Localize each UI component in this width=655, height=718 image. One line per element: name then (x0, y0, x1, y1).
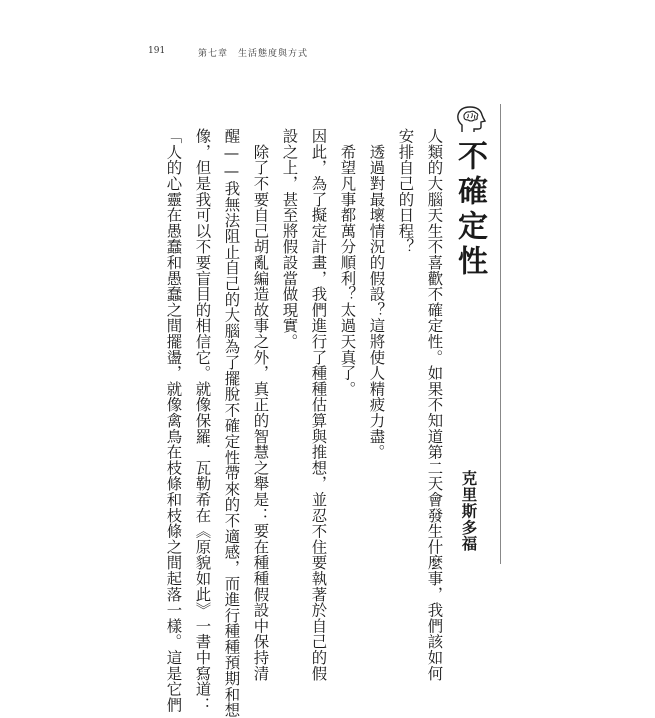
body-column: 「人的心靈在愚蠢和愚蠢之間擺盪，就像禽鳥在枝條和枝條之間起落一樣。這是它們 (164, 128, 183, 713)
page-number: 191 (148, 46, 166, 56)
body-column: 希望凡事都萬分順利？太過天真了。 (338, 128, 357, 397)
body-column: 像，但是我可以不要盲目的相信它。就像保羅．瓦勒希在《原貌如此》一書中寫道： (193, 128, 212, 713)
body-column: 人類的大腦天生不喜歡不確定性。如果不知道第二天會發生什麼事，我們該如何 (425, 128, 444, 681)
title-divider (500, 104, 501, 564)
section-author: 克里斯多福 (459, 470, 478, 552)
body-column: 除了不要自己胡亂編造故事之外，真正的智慧之舉是：要在種種假設中保持清 (251, 128, 270, 681)
body-column: 透過對最壞情況的假設？這將使人精疲力盡。 (367, 128, 386, 460)
running-head: 第七章 生活態度與方式 (198, 49, 309, 59)
body-column: 因此，為了擬定計畫，我們進行了種種估算與推想，並忍不住要執著於自己的假 (309, 128, 328, 681)
body-column: 醒——我無法阻止自己的大腦為了擺脫不確定性帶來的不適感，而進行種種預期和想 (222, 128, 241, 718)
body-column: 安排自己的日程？ (396, 128, 415, 255)
brain-head-icon (455, 105, 489, 139)
page-header (0, 46, 655, 60)
body-column: 設之上，甚至將假設當做現實。 (280, 128, 299, 350)
section-title: 不確定性 (452, 140, 487, 280)
